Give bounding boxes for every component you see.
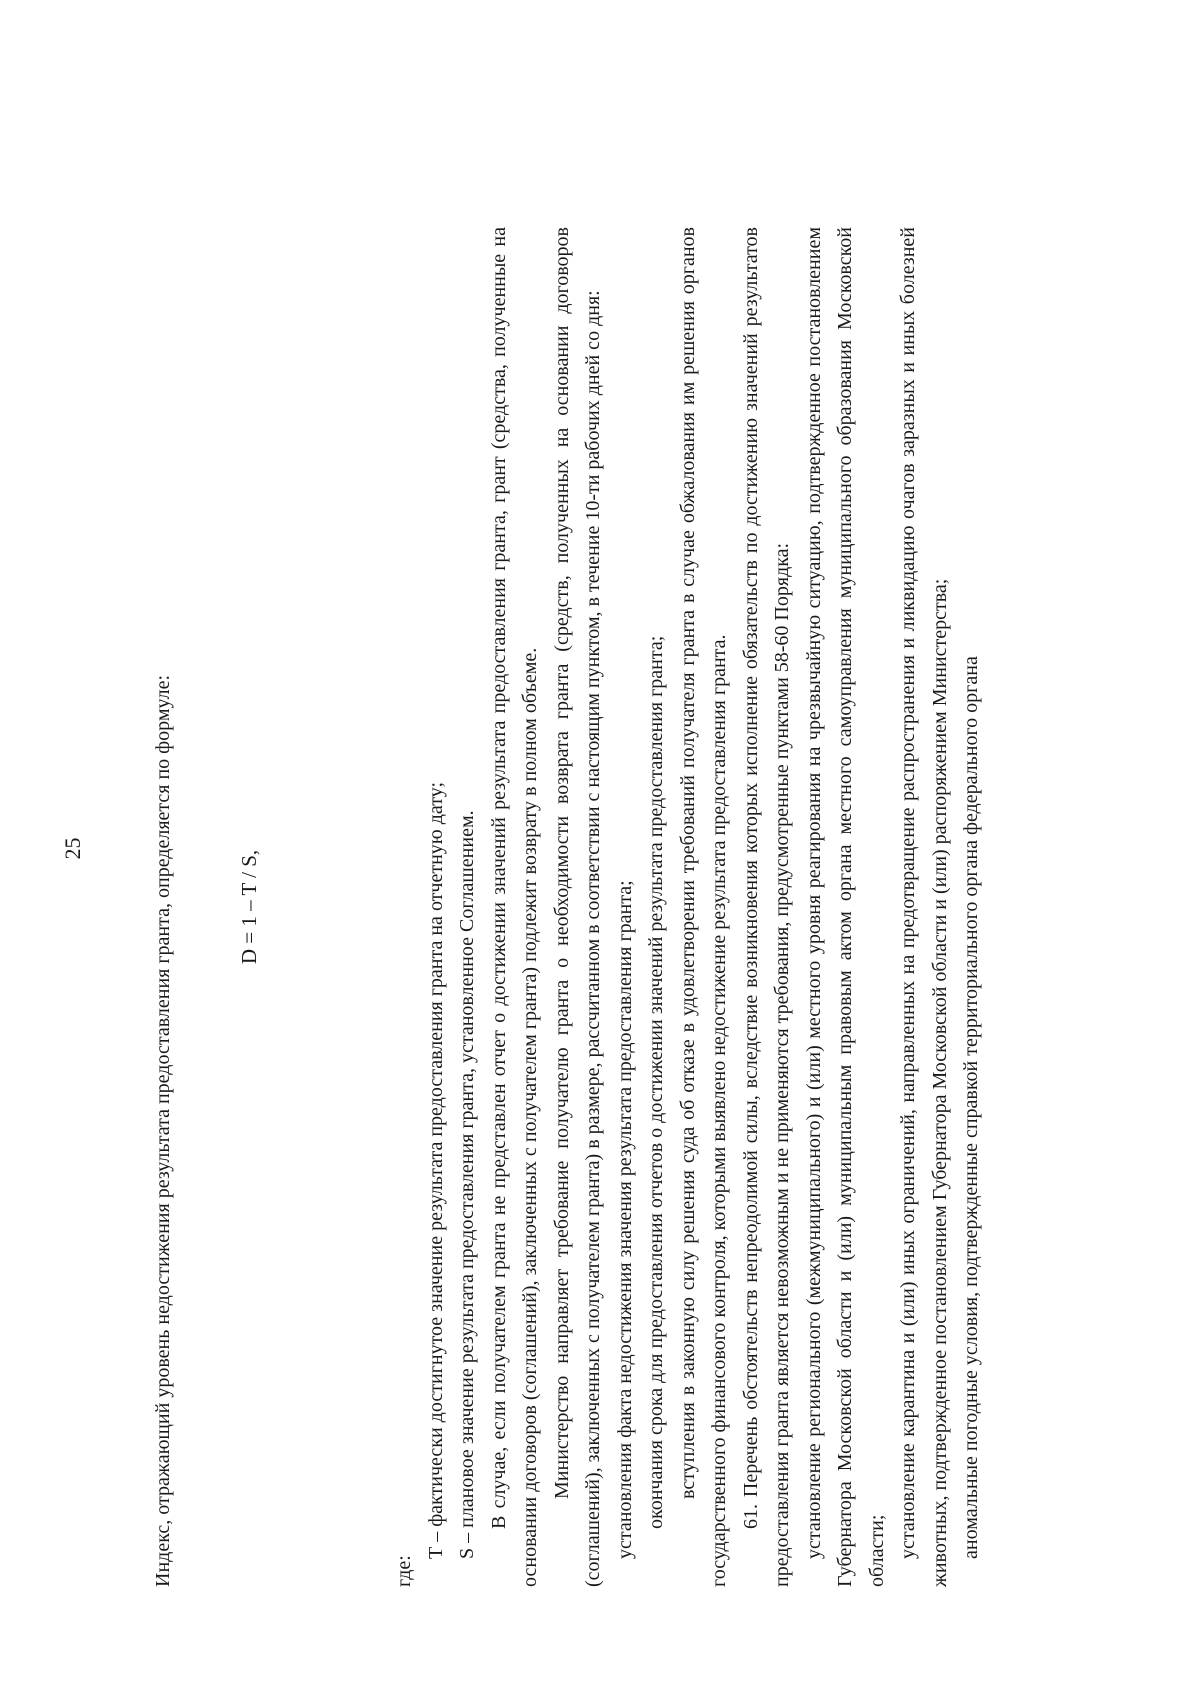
formula: D = 1 – T / S, xyxy=(236,849,261,965)
paragraph: окончания срока для предоставления отчетов о достижении значений результата предоставления гранта; xyxy=(645,635,667,1529)
document-body xyxy=(148,227,988,1587)
paragraph: Т – фактически достигнутое значение результата предоставления гранта на отчетную дату; xyxy=(424,781,447,1559)
paragraph: вступления в законную силу решения суда об отказе в удовлетворении требований получателя гранта в случае обжалования им решения органов государственного финансового контроля, которыми выявлено недостижение результата предоставления гранта. xyxy=(676,227,730,1587)
intro-paragraph: Индекс, отражающий уровень недостижения результата предоставления гранта, определяется по формуле: xyxy=(152,674,174,1587)
paragraph: 61. Перечень обстоятельств непреодолимой силы, вследствие возникновения которых исполнение обязательств по достижению значений результатов предоставления гранта является невозможным и не применяются требования, предусмотренные пунктами 58-60 Порядка: xyxy=(739,227,793,1587)
paragraph: установление карантина и (или) иных ограничений, направленных на предотвращение распространения и ликвидацию очагов заразных и иных болезней животных, подтвержденное постановлением Губернатора Московской области и (или) распоряжением Министерства; xyxy=(897,227,951,1587)
page-number: 25 xyxy=(60,837,85,860)
paragraph: где: xyxy=(393,1555,415,1587)
paragraph: Министерство направляет требование получателю гранта о необходимости возврата гранта (средств, полученных на основании договоров (соглашений), заключенных с получателем гранта) в размере, рассчитанном в соответствии с настоящим пунктом, в течение 10-ти рабочих дней со дня: xyxy=(550,227,604,1587)
paragraph: S – плановое значение результата предоставления гранта, установленное Соглашением. xyxy=(456,810,478,1559)
paragraph: установления факта недостижения значения результата предоставления гранта; xyxy=(613,880,636,1559)
paragraph: В случае, если получателем гранта не представлен отчет о достижении значений результата предоставления гранта, грант (средства, полученные на основании договоров (соглашений), заключенных с получателем гранта) подлежит возврату в полном объеме. xyxy=(487,227,541,1587)
paragraph: установление регионального (межмуниципального) и (или) местного уровня реагирования на чрезвычайную ситуацию, подтвержденное постановлением Губернатора Московской области и (или) муниципальным правовым актом органа местного самоуправления муниципального образования Московской области; xyxy=(802,227,888,1587)
paragraph-list xyxy=(389,227,988,1587)
paragraph: аномальные погодные условия, подтвержденные справкой территориального органа федерального органа xyxy=(960,656,982,1559)
